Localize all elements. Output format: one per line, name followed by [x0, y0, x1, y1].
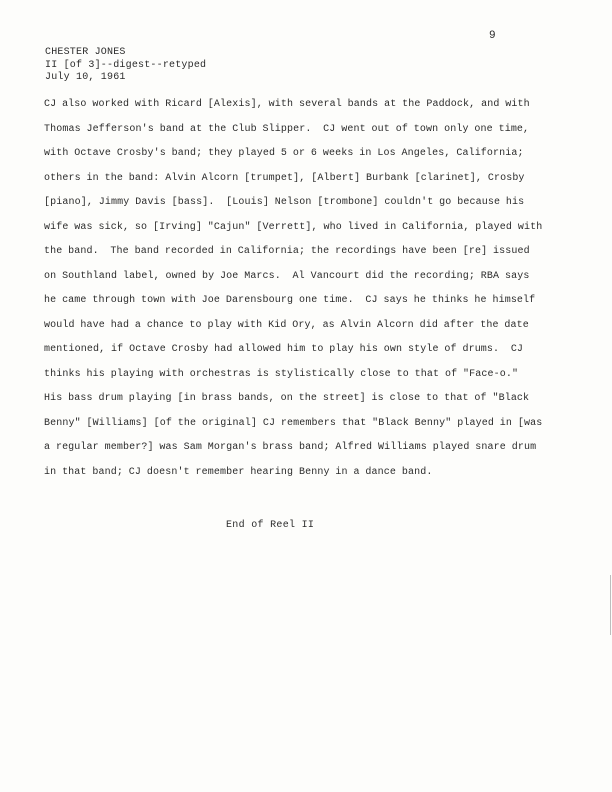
body-line: thinks his playing with orchestras is stylistically close to that of "Face-o." — [44, 368, 519, 380]
scan-edge-mark — [610, 575, 611, 635]
body-line: mentioned, if Octave Crosby had allowed him to play his own style of drums. CJ — [44, 344, 524, 355]
body-line: others in the band: Alvin Alcorn [trumpet], [Albert] Burbank [clarinet], Crosby — [44, 172, 525, 184]
body-line: His bass drum playing [in brass bands, on the street] is close to that of "Black — [44, 393, 530, 404]
reel-info: II [of 3]--digest--retyped — [45, 59, 207, 71]
body-line: in that band; CJ doesn't remember hearing Benny in a dance band. — [44, 466, 433, 478]
body-line: with Octave Crosby's band; they played 5 or 6 weeks in Los Angeles, California; — [44, 148, 524, 159]
body-line: on Southland label, owned by Joe Marcs. Al Vancourt did the recording; RBA says — [44, 270, 530, 282]
body-line: CJ also worked with Ricard [Alexis], with several bands at the Paddock, and with — [44, 99, 530, 110]
end-of-reel-note: End of Reel II — [226, 520, 315, 531]
body-line: wife was sick, so [Irving] "Cajun" [Verrett], who lived in California, played with — [44, 221, 543, 233]
body-line: would have had a chance to play with Kid Ory, as Alvin Alcorn did after the date — [44, 319, 529, 331]
body-line: a regular member?] was Sam Morgan's brass band; Alfred Williams played snare drum — [44, 442, 537, 453]
body-line: Benny" [Williams] [of the original] CJ remembers that "Black Benny" played in [was — [44, 417, 543, 429]
body-line: the band. The band recorded in California; the recordings have been [re] issued — [44, 246, 530, 257]
document-header — [45, 47, 206, 85]
digest-body — [44, 99, 574, 491]
interviewee-name: CHESTER JONES — [45, 47, 126, 58]
body-line: [piano], Jimmy Davis [bass]. [Louis] Nelson [trombone] couldn't go because his — [44, 197, 525, 208]
interview-date: July 10, 1961 — [45, 72, 126, 83]
body-line: Thomas Jefferson's band at the Club Slipper. CJ went out of town only one time, — [44, 123, 530, 135]
page-number: 9 — [489, 30, 496, 42]
body-line: he came through town with Joe Darensbourg one time. CJ says he thinks he himself — [44, 295, 536, 306]
